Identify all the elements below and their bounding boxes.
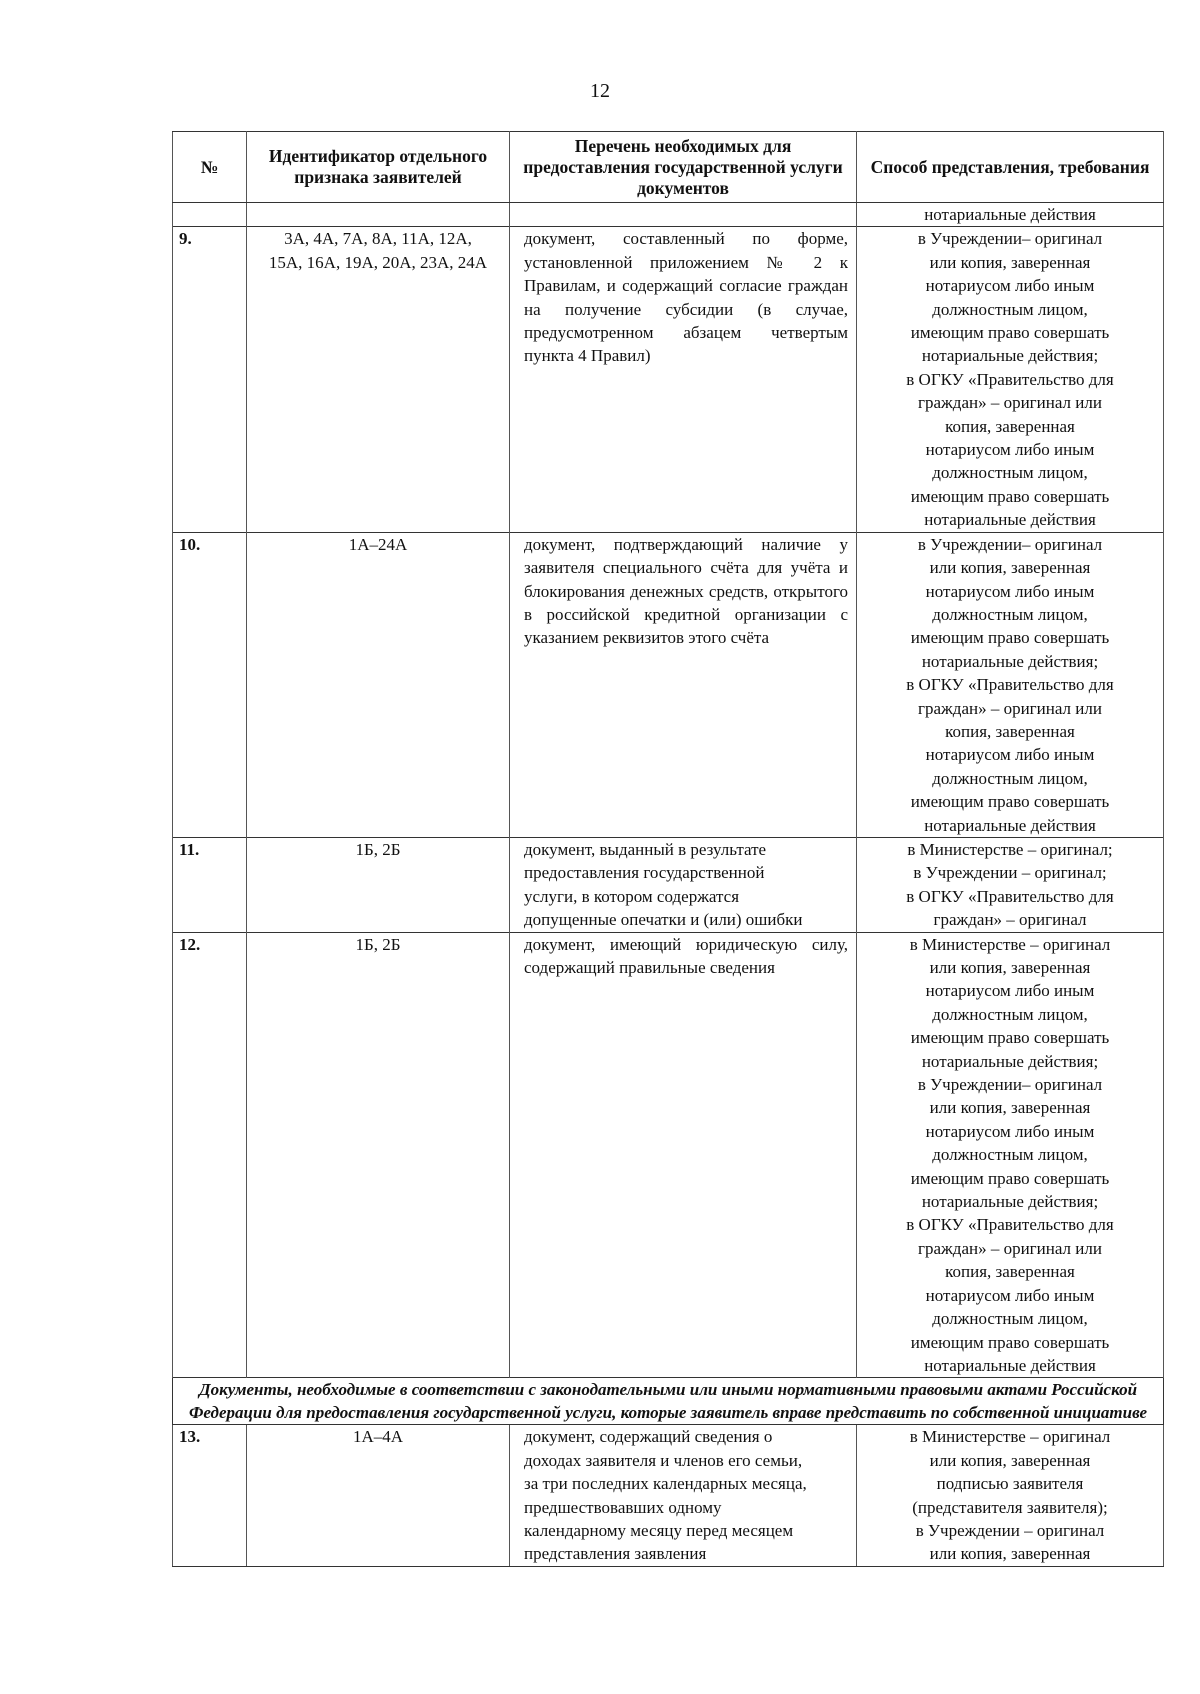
continuation-text: нотариальные действия	[857, 203, 1164, 227]
table-row	[173, 837, 1164, 932]
table-row	[173, 227, 1164, 532]
table-row	[173, 932, 1164, 1378]
row-identifier: 3А, 4А, 7А, 8А, 11А, 12А, 15А, 16А, 19А, 20А, 23А, 24А	[247, 227, 510, 532]
row-identifier: 1А–24А	[247, 532, 510, 837]
row-number: 10.	[173, 532, 247, 837]
row-method: в Министерстве – оригинал или копия, заверенная нотариусом либо иным должностным лицом, имеющим право совершать нотариальные действия; в Учреждении– оригинал или копия, заверенная нотариусом либо иным должностным лицом, имеющим право совершать нотариальные действия; в ОГКУ «Правительство для граждан» – оригинал или копия, заверенная нотариусом либо иным должностным лицом, имеющим право совершать нотариальные действия	[857, 932, 1164, 1378]
row-number: 12.	[173, 932, 247, 1378]
row-number: 9.	[173, 227, 247, 532]
row-document: документ, имеющий юридическую силу, содержащий правильные сведения	[510, 932, 857, 1378]
table-header-row	[173, 132, 1164, 203]
row-document: документ, содержащий сведения о доходах заявителя и членов его семьи, за три последних календарных месяца, предшествовавших одному календарному месяцу перед месяцем представления заявления	[510, 1425, 857, 1566]
header-documents: Перечень необходимых для предоставления государственной услуги документов	[510, 132, 857, 203]
section-heading-row	[173, 1378, 1164, 1425]
row-method: в Министерстве – оригинал или копия, заверенная подписью заявителя (представителя заявителя); в Учреждении – оригинал или копия, заверенная	[857, 1425, 1164, 1566]
documents-table	[172, 131, 1164, 1567]
header-identifier: Идентификатор отдельного признака заявителей	[247, 132, 510, 203]
section-heading: Документы, необходимые в соответствии с законодательными или иными нормативными правовыми актами Российской Федерации для предоставления государственной услуги, которые заявитель вправе представить по собственной инициативе	[173, 1378, 1164, 1425]
row-identifier: 1Б, 2Б	[247, 932, 510, 1378]
table-row	[173, 1425, 1164, 1566]
row-number: 13.	[173, 1425, 247, 1566]
table-row	[173, 532, 1164, 837]
header-number: №	[173, 132, 247, 203]
continuation-row	[173, 203, 1164, 227]
row-method: в Учреждении– оригинал или копия, заверенная нотариусом либо иным должностным лицом, имеющим право совершать нотариальные действия; в ОГКУ «Правительство для граждан» – оригинал или копия, заверенная нотариусом либо иным должностным лицом, имеющим право совершать нотариальные действия	[857, 227, 1164, 532]
row-method: в Министерстве – оригинал; в Учреждении – оригинал; в ОГКУ «Правительство для граждан» – оригинал	[857, 837, 1164, 932]
page-number: 12	[590, 80, 610, 102]
row-identifier: 1Б, 2Б	[247, 837, 510, 932]
header-method: Способ представления, требования	[857, 132, 1164, 203]
row-document: документ, составленный по форме, установленной приложением № 2 к Правилам, и содержащий согласие граждан на получение субсидии (в случае, предусмотренном абзацем четвертым пункта 4 Правил)	[510, 227, 857, 532]
row-document: документ, выданный в результате предоставления государственной услуги, в котором содержатся допущенные опечатки и (или) ошибки	[510, 837, 857, 932]
row-document: документ, подтверждающий наличие у заявителя специального счёта для учёта и блокирования денежных средств, открытого в российской кредитной организации с указанием реквизитов этого счёта	[510, 532, 857, 837]
row-identifier: 1А–4А	[247, 1425, 510, 1566]
row-number: 11.	[173, 837, 247, 932]
row-method: в Учреждении– оригинал или копия, заверенная нотариусом либо иным должностным лицом, имеющим право совершать нотариальные действия; в ОГКУ «Правительство для граждан» – оригинал или копия, заверенная нотариусом либо иным должностным лицом, имеющим право совершать нотариальные действия	[857, 532, 1164, 837]
